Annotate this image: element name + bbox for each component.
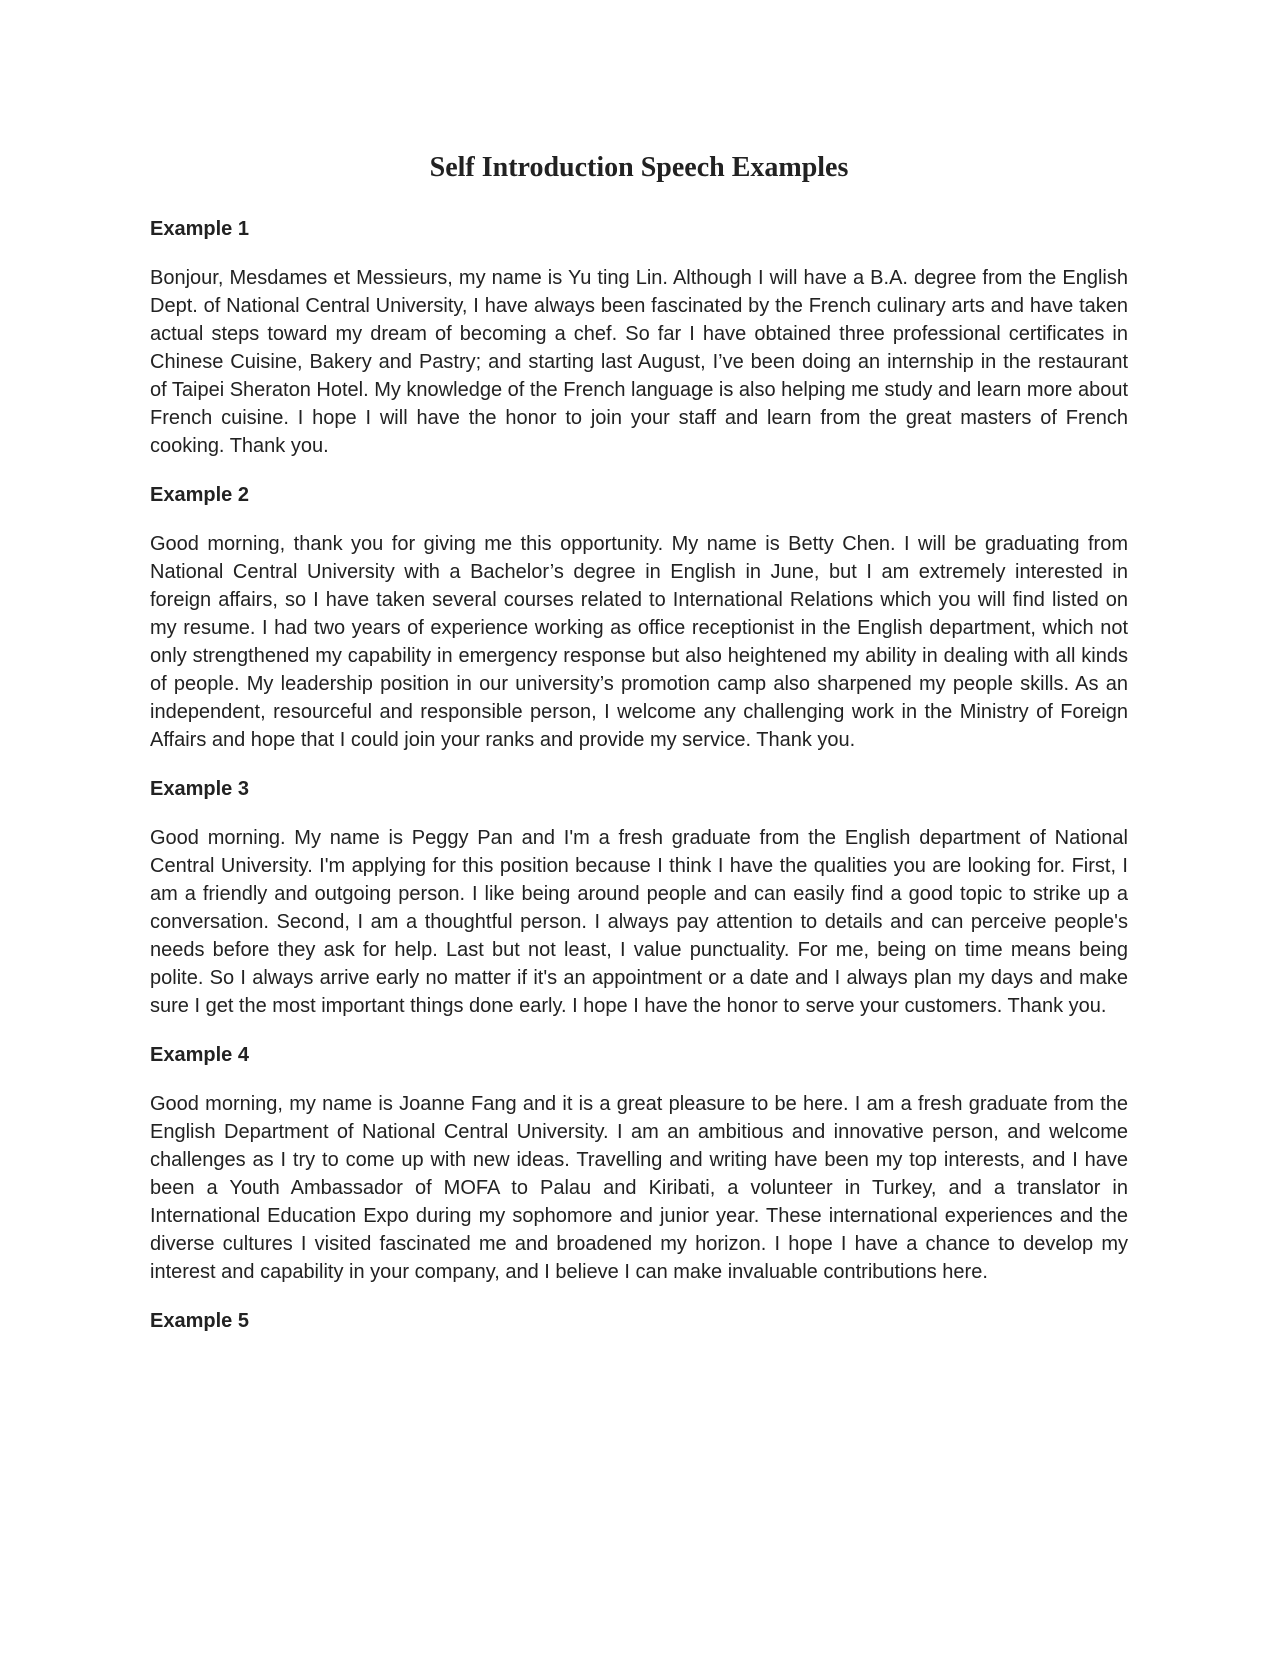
document-title: Self Introduction Speech Examples	[429, 152, 849, 183]
example-section-1	[150, 216, 1128, 460]
example-heading: Example 1	[150, 218, 249, 240]
example-section-3	[150, 776, 1128, 1020]
example-paragraph: Good morning, my name is Joanne Fang and it is a great pleasure to be here. I am a fresh graduate from the English Department of National Central University. I am an ambitious and innovative person, and welcome challenges as I try to come up with new ideas. Travelling and writing have been my top interests, and I have been a Youth Ambassador of MOFA to Palau and Kiribati, a volunteer in Turkey, and a translator in International Education Expo during my sophomore and junior year. These international experiences and the diverse cultures I visited fascinated me and broadened my horizon. I hope I have a chance to develop my interest and capability in your company, and I believe I can make invaluable contributions here.	[150, 1093, 1128, 1283]
example-paragraph: Good morning. My name is Peggy Pan and I'm a fresh graduate from the English department of National Central University. I'm applying for this position because I think I have the qualities you are looking for. First, I am a friendly and outgoing person. I like being around people and can easily find a good topic to strike up a conversation. Second, I am a thoughtful person. I always pay attention to details and can perceive people's needs before they ask for help. Last but not least, I value punctuality. For me, being on time means being polite. So I always arrive early no matter if it's an appointment or a date and I always plan my days and make sure I get the most important things done early. I hope I have the honor to serve your customers. Thank you.	[150, 827, 1128, 1017]
example-paragraph: Bonjour, Mesdames et Messieurs, my name is Yu ting Lin. Although I will have a B.A. degree from the English Dept. of National Central University, I have always been fascinated by the French culinary arts and have taken actual steps toward my dream of becoming a chef. So far I have obtained three professional certificates in Chinese Cuisine, Bakery and Pastry; and starting last August, I’ve been doing an internship in the restaurant of Taipei Sheraton Hotel. My knowledge of the French language is also helping me study and learn more about French cuisine. I hope I will have the honor to join your staff and learn from the great masters of French cooking. Thank you.	[150, 267, 1129, 457]
example-paragraph: Good morning, thank you for giving me this opportunity. My name is Betty Chen. I will be graduating from National Central University with a Bachelor’s degree in English in June, but I am extremely interested in foreign affairs, so I have taken several courses related to International Relations which you will find listed on my resume. I had two years of experience working as office receptionist in the English department, which not only strengthened my capability in emergency response but also heightened my ability in dealing with all kinds of people. My leadership position in our university’s promotion camp also sharpened my people skills. As an independent, resourceful and responsible person, I welcome any challenging work in the Ministry of Foreign Affairs and hope that I could join your ranks and provide my service. Thank you.	[150, 533, 1128, 751]
example-heading: Example 5	[150, 1310, 249, 1332]
example-section-5	[150, 1308, 1128, 1334]
example-heading: Example 3	[150, 778, 249, 800]
example-heading: Example 2	[150, 484, 249, 506]
document-page	[150, 148, 1128, 1356]
example-heading: Example 4	[150, 1044, 249, 1066]
example-section-4	[150, 1042, 1128, 1286]
example-section-2	[150, 482, 1128, 754]
